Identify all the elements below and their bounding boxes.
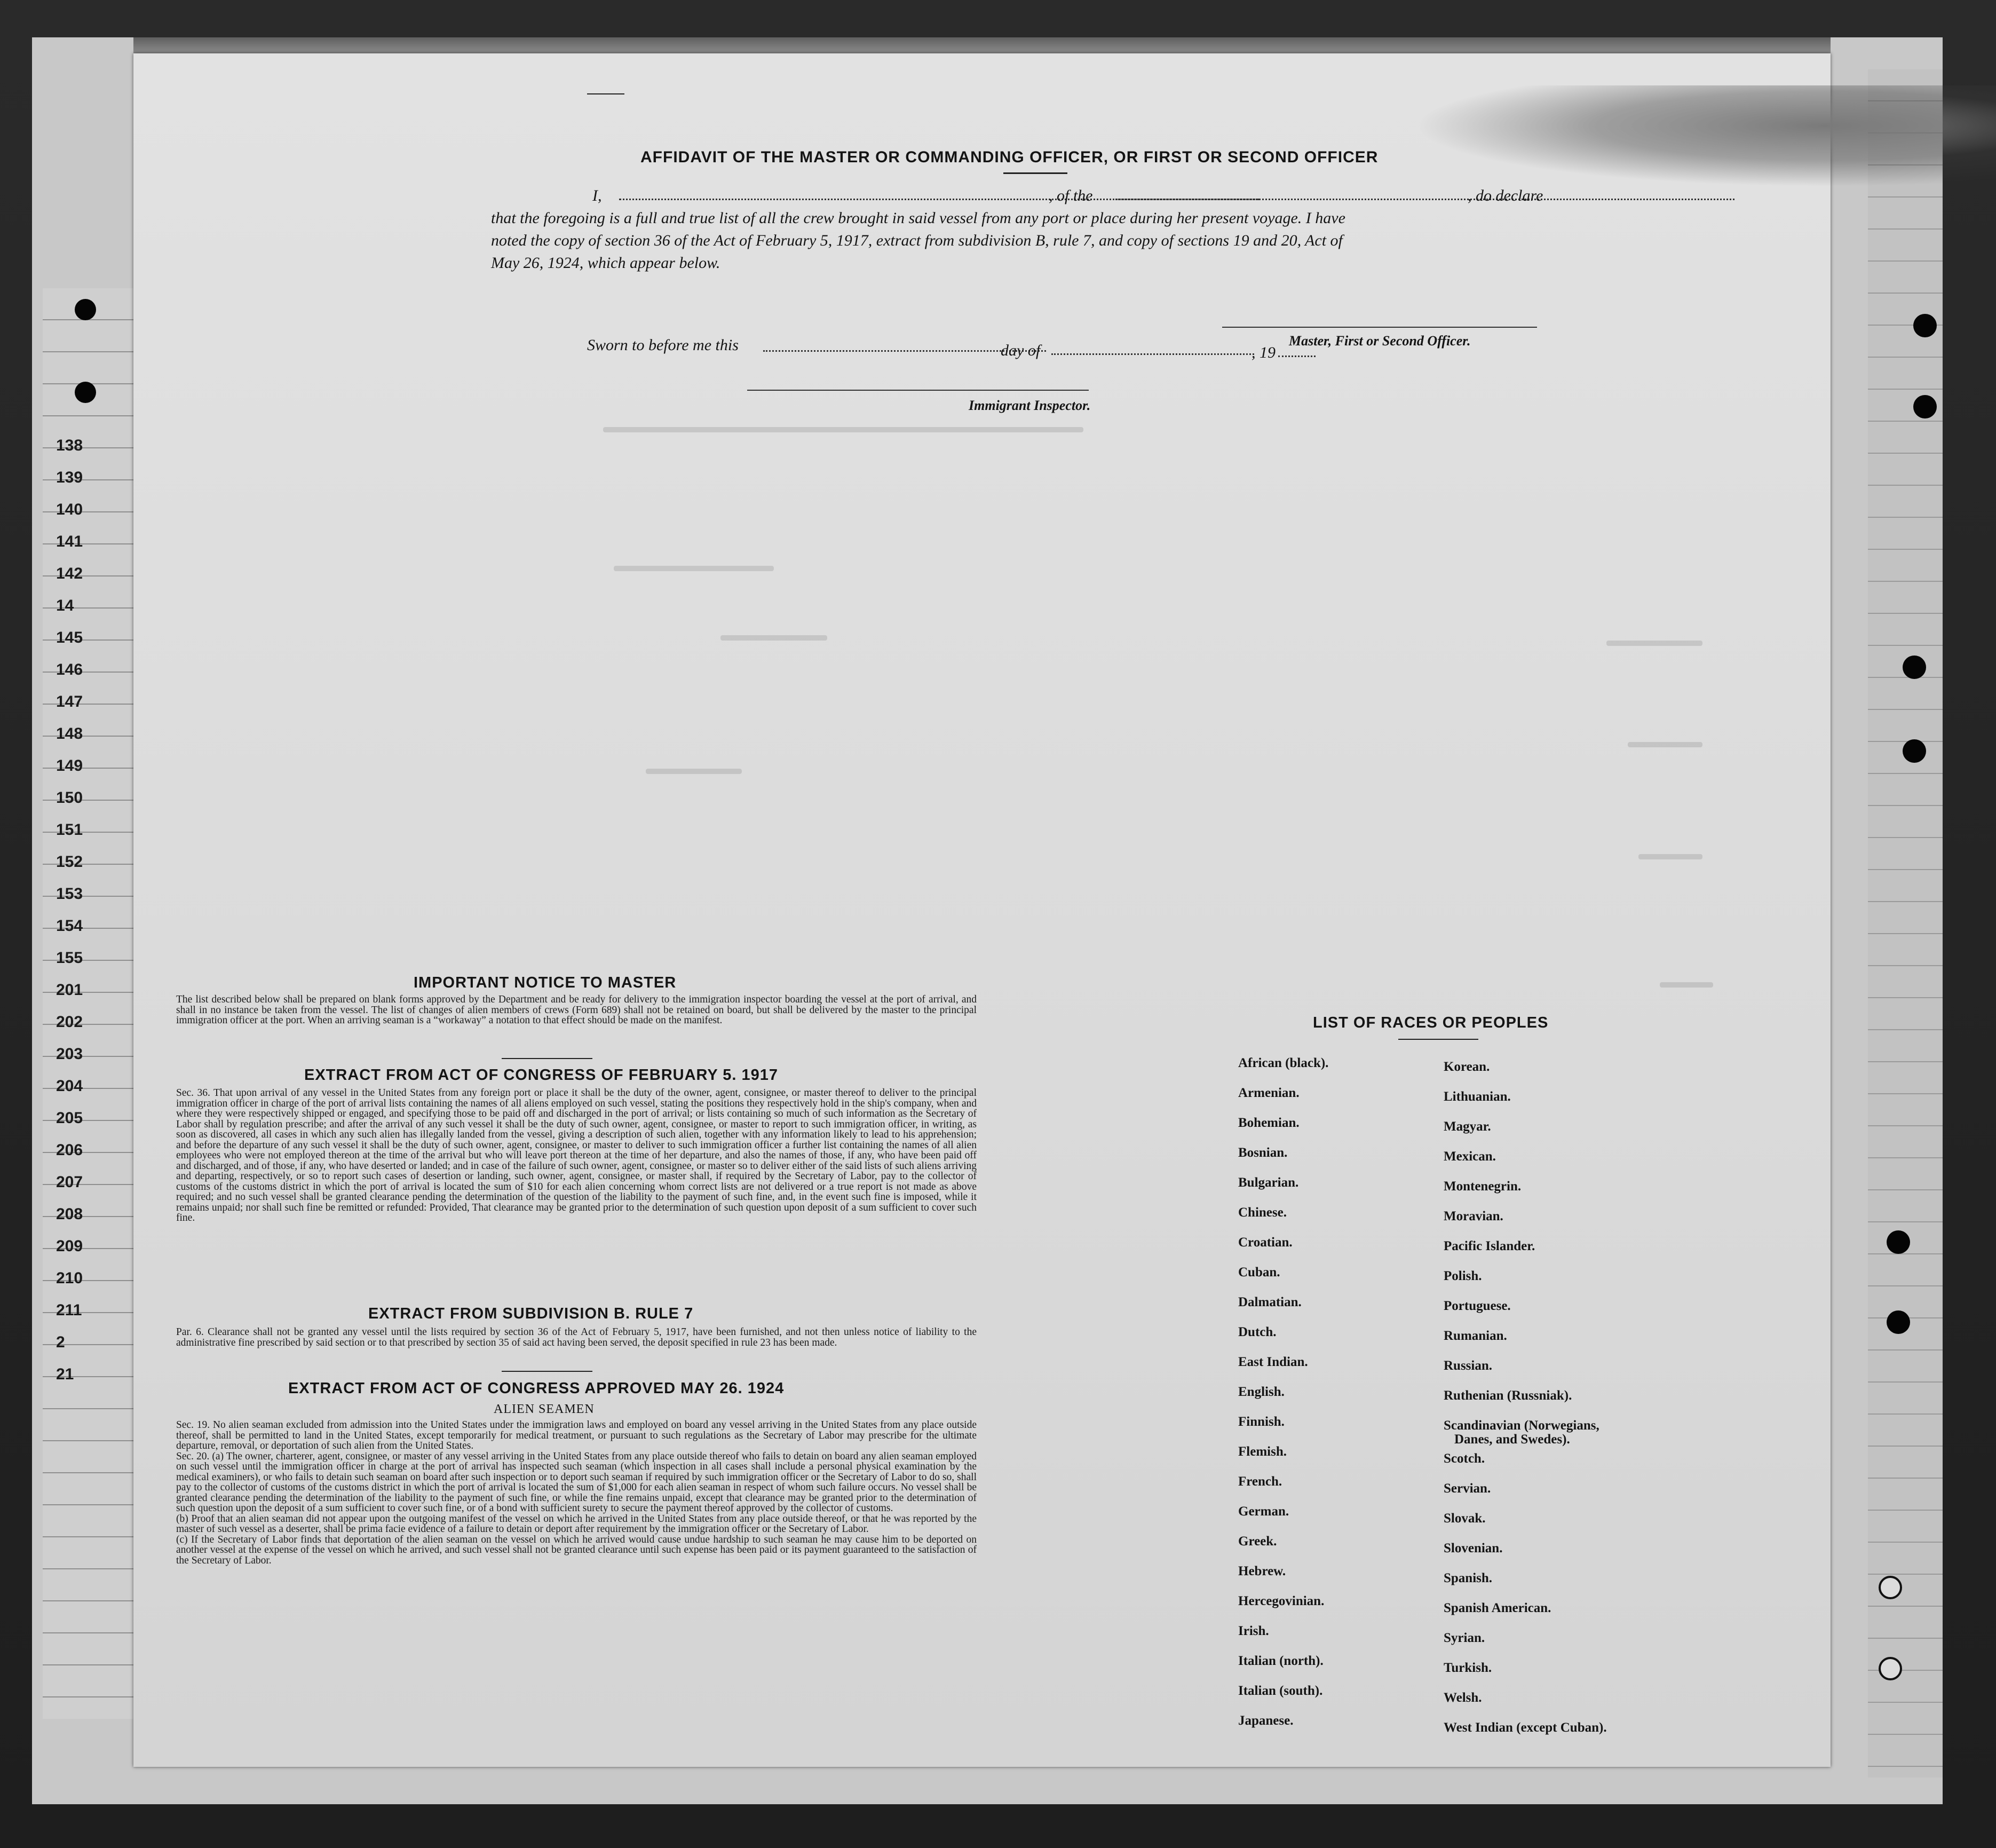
sworn-year-field-line[interactable] — [1278, 356, 1316, 357]
race-entry: Portuguese. — [1444, 1299, 1511, 1313]
race-entry: Russian. — [1444, 1359, 1493, 1373]
bleed-through — [646, 769, 742, 774]
race-entry: Italian (north). — [1238, 1654, 1324, 1668]
race-entry: Moravian. — [1444, 1209, 1503, 1223]
binder-hole — [1879, 1657, 1902, 1680]
sworn-day-of-label: day of — [1001, 342, 1041, 359]
extract-1917-title: EXTRACT FROM ACT OF CONGRESS OF FEBRUARY 5. 1917 — [304, 1067, 779, 1084]
margin-line-number: 210 — [56, 1269, 83, 1287]
master-signature-line[interactable] — [1222, 327, 1537, 328]
race-entry: Armenian. — [1238, 1086, 1300, 1100]
race-entry: Scotch. — [1444, 1451, 1485, 1466]
torn-corner — [1414, 85, 1996, 187]
notice-body: The list described below shall be prepared on blank forms approved by the Department and be ready for delivery to the immigration inspector boarding the vessel at the port of arrival, and shall in no instance be taken from the vessel. The list of changes of alien members of crews (Form 689) shall not be retained on board, but shall be delivered by the master to the principal immigration officer at the port. When an arriving seaman is a “workaway” a notation to that effect should be made on the manifest. — [176, 994, 977, 1026]
bleed-through — [1638, 854, 1702, 859]
affidavit-of-the-label: , of the — [1049, 187, 1093, 204]
affidavit-line-3: noted the copy of section 36 of the Act of February 5, 1917, extract from subdivision B, rule 7, and copy of sections 19 and 20, Act of — [491, 232, 1343, 249]
notice-title: IMPORTANT NOTICE TO MASTER — [414, 974, 677, 991]
binder-hole — [1903, 739, 1926, 763]
margin-line-number: 203 — [56, 1045, 83, 1063]
margin-line-number: 21 — [56, 1365, 74, 1383]
race-entry: Lithuanian. — [1444, 1089, 1511, 1104]
vessel-field-line[interactable] — [1115, 199, 1734, 200]
margin-line-number: 2 — [56, 1333, 65, 1351]
margin-line-number: 147 — [56, 693, 83, 710]
race-entry: Bosnian. — [1238, 1146, 1288, 1160]
affidavit-i-label: I, — [592, 187, 602, 204]
margin-line-number: 149 — [56, 757, 83, 775]
binder-hole — [75, 382, 96, 403]
margin-line-number: 152 — [56, 853, 83, 871]
race-entry: Spanish. — [1444, 1571, 1493, 1585]
race-entry: Flemish. — [1238, 1444, 1287, 1459]
race-entry: Bohemian. — [1238, 1116, 1300, 1130]
race-entry: Japanese. — [1238, 1713, 1294, 1728]
race-entry: Cuban. — [1238, 1265, 1280, 1280]
notice-divider — [502, 1058, 592, 1059]
binder-hole — [1887, 1310, 1910, 1334]
binder-hole — [1887, 1230, 1910, 1254]
race-entry: Polish. — [1444, 1269, 1482, 1283]
margin-line-number: 209 — [56, 1237, 83, 1255]
race-entry: Korean. — [1444, 1060, 1490, 1074]
binder-hole — [1903, 656, 1926, 679]
extract-1924-body: Sec. 19. No alien seaman excluded from admission into the United States under the immigration laws and employed on board any vessel arriving in the United States from any place outside thereof, shall be permitted to land in the United States, except temporarily for medical treatment, or pursuant to such regulations as the Secretary of Labor may prescribe for the ultimate departure, removal, or deportation of such alien from the United States. Sec. 20. (a) The owner, charterer, agent, consignee, or master of any vessel arriving in the United States from any place outside thereof who fails to detain on board any alien seaman employed on such vessel until the immigration officer in charge at the port of arrival has inspected such seaman (which inspection in all cases shall include a personal physical examination by the medical examiners), or who fails to detain such seaman on board after such inspection or to deport such seaman if required by such immigration officer or the Secretary of Labor to do so, shall pay to the collector of customs of the customs district in which the port of arrival is located the sum of $1,000 for each alien seaman in respect of whom such failure occurs. No vessel shall be granted clearance pending the determination of the liability to the payment of such fine, or while the fine remains unpaid, except that clearance may be granted prior to the determination of such question upon the deposit of a sum sufficient to cover such fine, or of a bond with sufficient surety to secure the payment thereof approved by the collector of customs. (b) Proof that an alien seaman did not appear upon the outgoing manifest of the vessel on which he arrived in the United States from any place outside thereof, or that he was reported by the master of such vessel as a deserter, shall be prima facie evidence of a failure to detain or deport after requirement by the immigration officer or the Secretary of Labor. (c) If the Secretary of Labor finds that deportation of the alien seaman on the vessel on which he arrived would cause undue hardship to such seaman he may cause him to be deported on another vessel at the expense of the vessel on which he arrived, and such vessel shall not be granted clearance until such expense has been paid or its payment guaranteed to the satisfaction of the Secretary of Labor. — [176, 1419, 977, 1566]
race-entry: Hebrew. — [1238, 1564, 1286, 1578]
margin-line-number: 142 — [56, 565, 83, 582]
margin-line-number: 201 — [56, 981, 83, 999]
race-entry: Pacific Islander. — [1444, 1239, 1535, 1253]
margin-line-number: 145 — [56, 629, 83, 646]
race-entry: Croatian. — [1238, 1235, 1293, 1250]
race-entry: West Indian (except Cuban). — [1444, 1720, 1607, 1735]
margin-line-number: 148 — [56, 725, 83, 743]
title-underline — [1003, 172, 1067, 174]
race-entry: Italian (south). — [1238, 1684, 1323, 1698]
margin-line-number: 208 — [56, 1205, 83, 1223]
margin-line-number: 14 — [56, 597, 74, 614]
margin-line-number: 153 — [56, 885, 83, 903]
extract-rule7-title: EXTRACT FROM SUBDIVISION B. RULE 7 — [368, 1305, 694, 1322]
race-entry: Welsh. — [1444, 1691, 1482, 1705]
race-entry: Ruthenian (Russniak). — [1444, 1388, 1572, 1403]
margin-line-number: 141 — [56, 533, 83, 550]
top-tick — [587, 93, 624, 94]
binder-hole — [75, 299, 96, 320]
margin-line-number: 207 — [56, 1173, 83, 1191]
margin-line-number: 202 — [56, 1013, 83, 1031]
race-entry: Dalmatian. — [1238, 1295, 1302, 1309]
inspector-caption: Immigrant Inspector. — [969, 398, 1091, 413]
rule7-divider — [502, 1371, 592, 1372]
extract-rule7-body: Par. 6. Clearance shall not be granted any vessel until the lists required by section 36 of the Act of February 5, 1917, have been furnished, and not then unless notice of liability to the administrative fine prescribed by said section or to that prescribed by section 35 of said act having been served, the deposit specified in rule 23 has been made. — [176, 1326, 977, 1348]
race-entry: French. — [1238, 1474, 1282, 1489]
binder-hole — [1879, 1576, 1902, 1599]
inspector-signature-line[interactable] — [747, 390, 1089, 391]
race-entry: Slovenian. — [1444, 1541, 1503, 1555]
margin-line-number: 138 — [56, 437, 83, 454]
affidavit-title: AFFIDAVIT OF THE MASTER OR COMMANDING OFFICER, OR FIRST OR SECOND OFFICER — [640, 148, 1379, 166]
race-entry: Hercegovinian. — [1238, 1594, 1325, 1608]
affidavit-line-4: May 26, 1924, which appear below. — [491, 254, 720, 272]
race-entry: Rumanian. — [1444, 1329, 1507, 1343]
race-entry: Syrian. — [1444, 1631, 1485, 1645]
races-title: LIST OF RACES OR PEOPLES — [1313, 1014, 1549, 1031]
race-entry: Montenegrin. — [1444, 1179, 1522, 1194]
race-entry: African (black). — [1238, 1056, 1329, 1070]
binder-hole — [1913, 314, 1937, 337]
binder-hole — [1913, 395, 1937, 418]
margin-line-number: 154 — [56, 917, 83, 935]
margin-line-number: 204 — [56, 1077, 83, 1095]
master-caption: Master, First or Second Officer. — [1289, 333, 1471, 349]
race-entry: Dutch. — [1238, 1325, 1277, 1339]
extract-1917-body: Sec. 36. That upon arrival of any vessel in the United States from any foreign port or place it shall be the duty of the owner, agent, consignee, or master thereof to deliver to the principal immigration officer in charge of the port of arrival lists containing the names of all aliens employed on such vessel, stating the positions they respectively hold in the ship's company, when and where they were respectively shipped or engaged, and specifying those to be paid off and discharged in the port of arrival; or lists containing so much of such information as the Secretary of Labor shall by regulation prescribe; and after the arrival of any such vessel it shall be the duty of such owner, agent, consignee, or master to report to such immigration officer, in writing, as soon as discovered, all cases in which any such alien has illegally landed from the vessel, giving a description of such alien, together with any information likely to lead to his apprehension; and before the departure of any such vessel it shall be the duty of such owner, agent, consignee, or master to deliver to such immigration officer a further list containing the names of all alien employees who were not employed thereon at the time of the arrival but who will leave port thereon at the time of her departure, and also the names of those, if any, who have been paid off and discharged, and of those, if any, who have deserted or landed; and in case of the failure of such owner, agent, consignee, or master so to deliver either of the said lists of such aliens arriving and departing, respectively, or so to report such cases of desertion or landing, such owner, agent, consignee, or master shall, if required by the Secretary of Labor, pay to the collector of customs of the customs district in which the port of arrival is located the sum of $10 for each alien concerning whom correct lists are not delivered or a true report is not made as above required; and no such vessel shall be granted clearance pending the determination of the question of the liability to the payment of such fine, and, in the event such fine is imposed, while it remains unpaid; nor shall such fine be remitted or refunded: Provided, That clearance may be granted prior to the determination of such question upon deposit of a sum sufficient to cover such fine. — [176, 1087, 977, 1223]
extract-1924-subtitle: ALIEN SEAMEN — [494, 1402, 595, 1416]
races-divider — [1398, 1039, 1478, 1040]
race-entry: Slovak. — [1444, 1511, 1486, 1526]
margin-line-number: 151 — [56, 821, 83, 839]
margin-line-number: 139 — [56, 469, 83, 486]
sworn-year-label: , 19 — [1252, 344, 1276, 361]
sworn-month-field-line[interactable] — [1051, 353, 1254, 355]
bleed-through — [1628, 742, 1702, 747]
race-entry: Finnish. — [1238, 1415, 1285, 1429]
margin-line-number: 146 — [56, 661, 83, 678]
bleed-through — [1660, 982, 1713, 988]
affidavit-line-2: that the foregoing is a full and true list of all the crew brought in said vessel from any port or place during her present voyage. I have — [491, 209, 1345, 227]
race-entry: English. — [1238, 1385, 1285, 1399]
race-entry: Irish. — [1238, 1624, 1269, 1638]
bleed-through — [1606, 641, 1702, 646]
race-entry: Magyar. — [1444, 1119, 1491, 1134]
margin-line-number: 155 — [56, 949, 83, 967]
race-entry: Mexican. — [1444, 1149, 1496, 1164]
bleed-through — [614, 566, 774, 571]
race-entry: Spanish American. — [1444, 1601, 1551, 1615]
margin-line-number: 150 — [56, 789, 83, 807]
bleed-through — [720, 635, 827, 641]
race-entry: Turkish. — [1444, 1661, 1492, 1675]
race-entry: Greek. — [1238, 1534, 1277, 1549]
race-entry: Danes, and Swedes). — [1454, 1432, 1570, 1447]
sworn-prefix: Sworn to before me this — [587, 336, 739, 354]
affidavit-declare-label: , do declare — [1468, 187, 1543, 204]
margin-line-number: 140 — [56, 501, 83, 518]
margin-line-number: 205 — [56, 1109, 83, 1127]
form-sheet — [133, 53, 1831, 1767]
extract-1924-title: EXTRACT FROM ACT OF CONGRESS APPROVED MAY 26. 1924 — [288, 1380, 785, 1397]
margin-line-number: 211 — [56, 1301, 82, 1319]
race-entry: East Indian. — [1238, 1355, 1308, 1369]
race-entry: Scandinavian (Norwegians, — [1444, 1418, 1599, 1433]
race-entry: German. — [1238, 1504, 1289, 1519]
margin-line-number: 206 — [56, 1141, 83, 1159]
race-entry: Chinese. — [1238, 1205, 1287, 1220]
race-entry: Servian. — [1444, 1481, 1491, 1496]
race-entry: Bulgarian. — [1238, 1175, 1299, 1190]
bleed-through — [603, 427, 1083, 432]
